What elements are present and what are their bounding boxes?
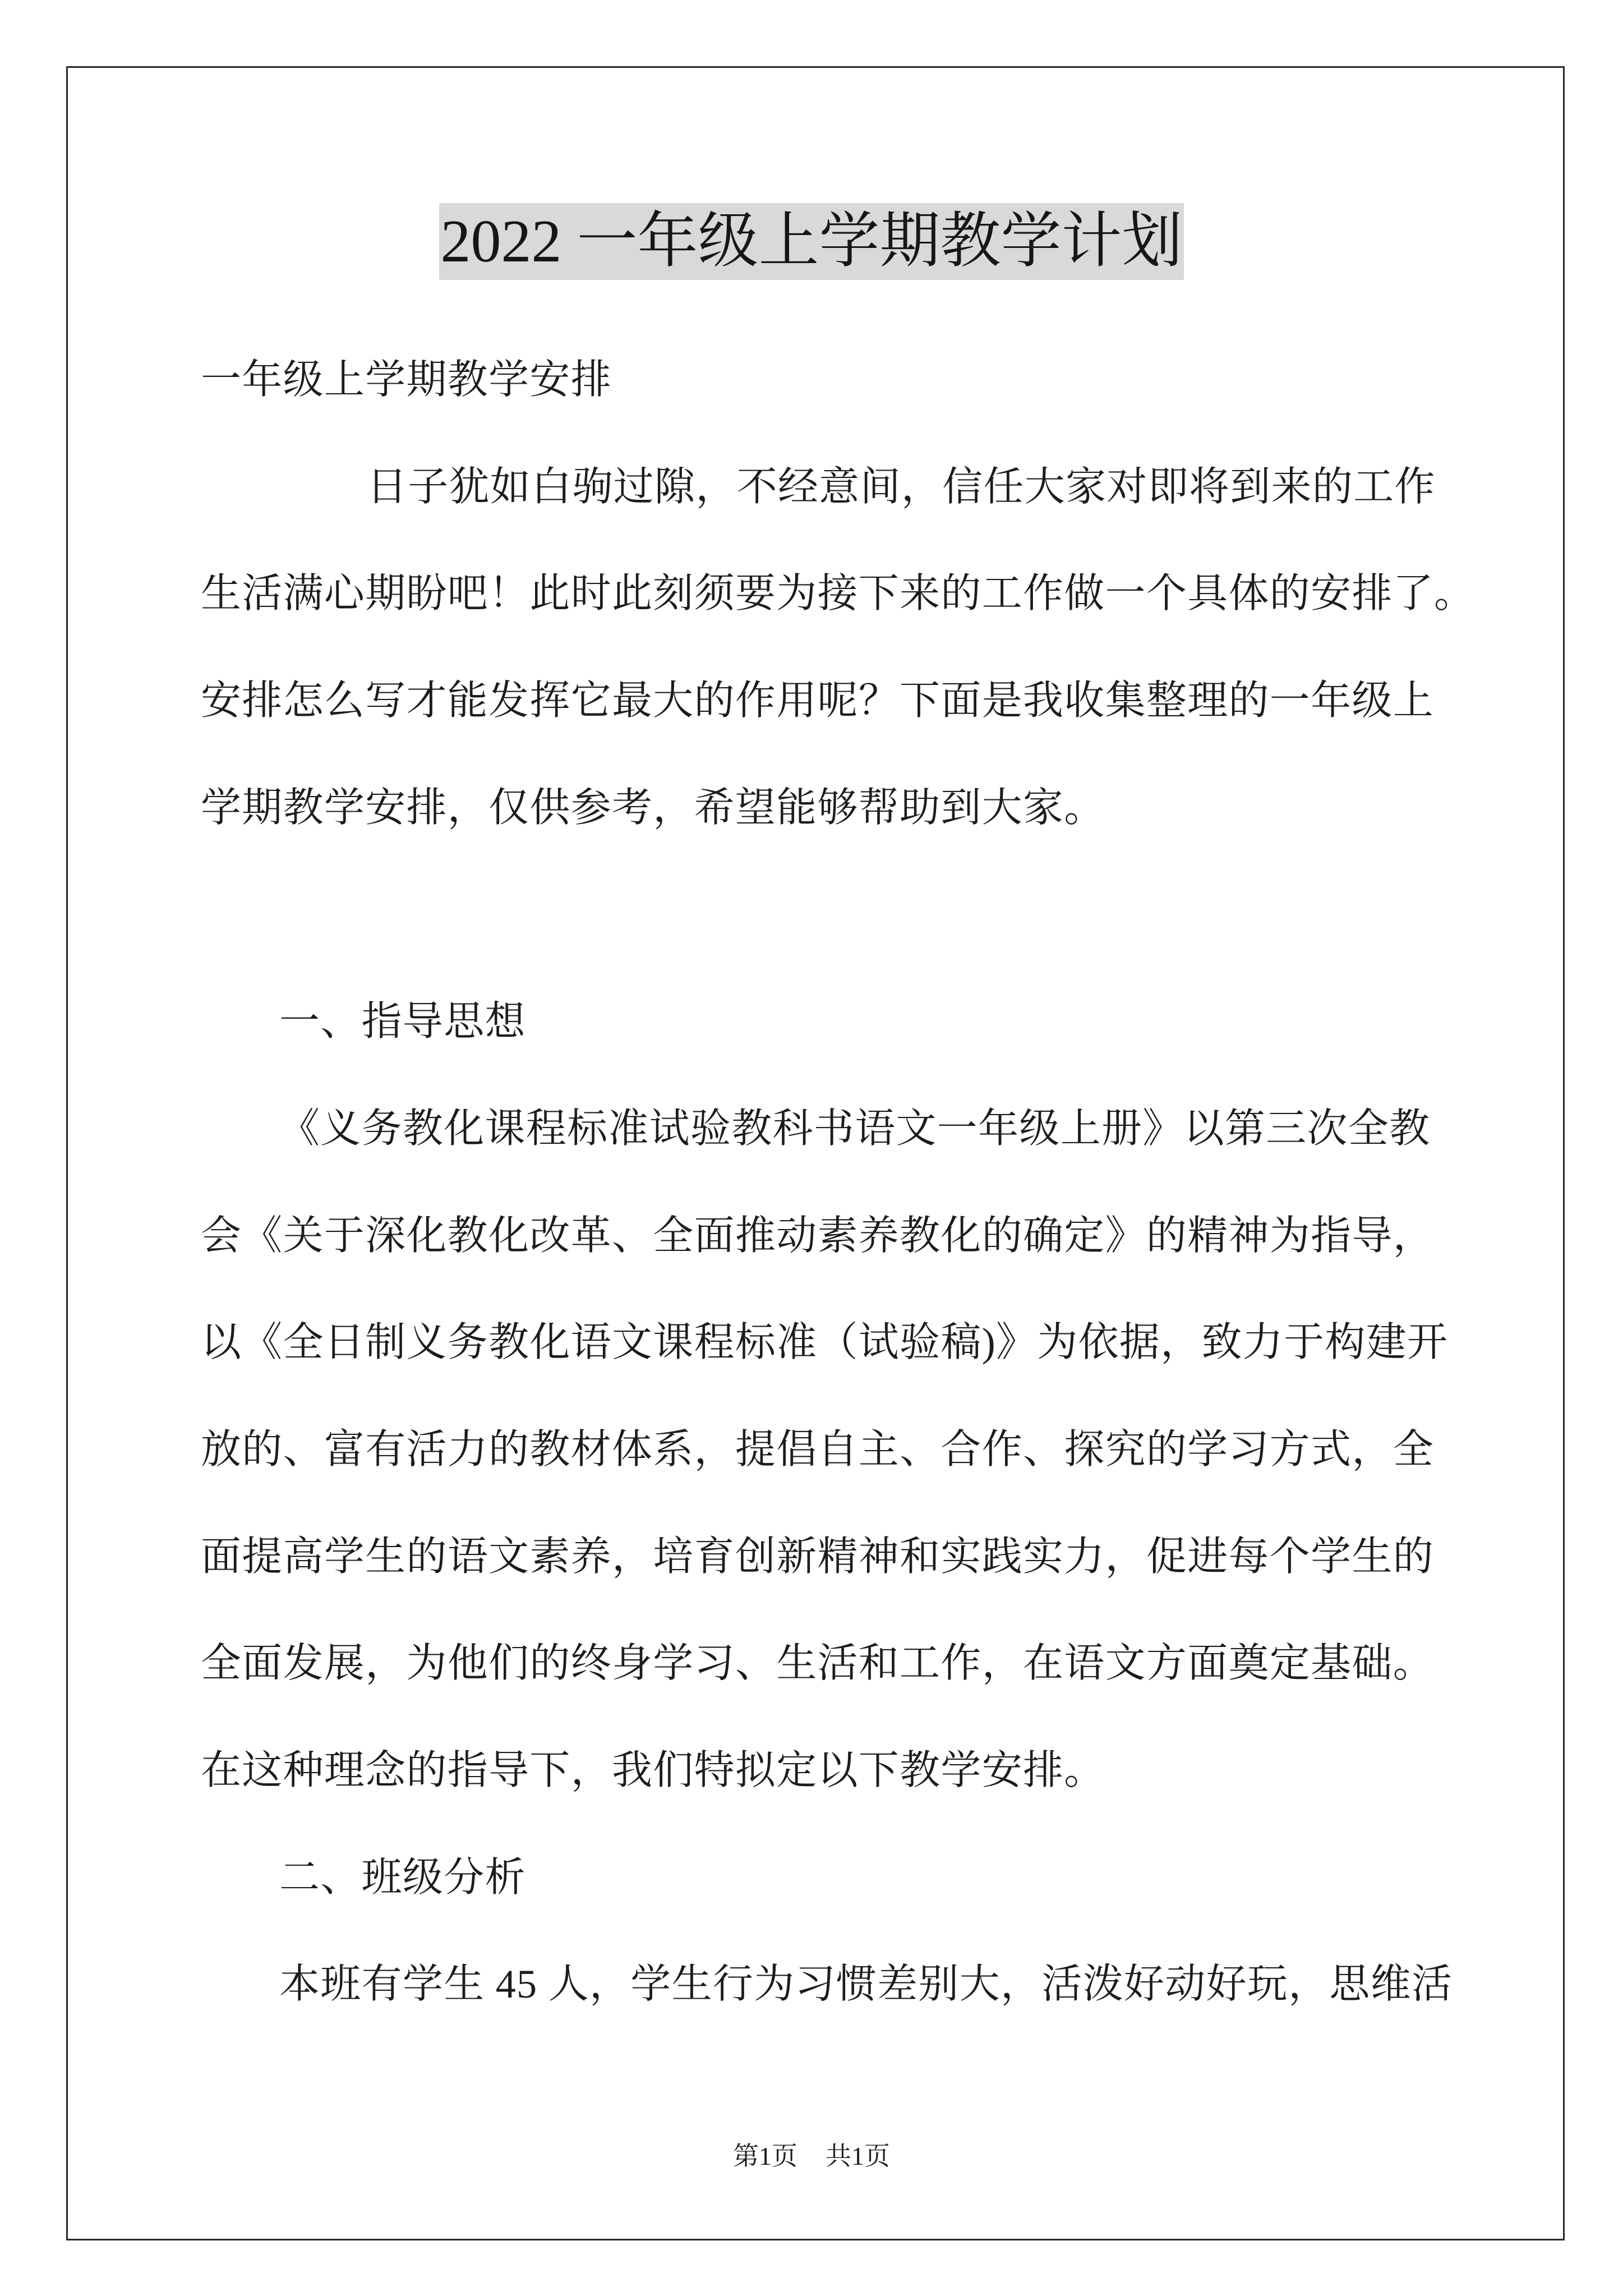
- blank-line: [201, 861, 1491, 968]
- section-title: 一、指导思想: [279, 999, 526, 1045]
- page-footer: [0, 2139, 1623, 2173]
- section-class-analysis: [201, 1824, 1491, 2038]
- paragraph-line: 会《关于深化教化改革、全面推动素养教化的确定》的精神为指导，: [201, 1213, 1435, 1258]
- paragraph-line: 安排怎么写才能发挥它最大的作用呢？下面是我收集整理的一年级上: [201, 678, 1435, 724]
- paragraph-line: 全面发展，为他们的终身学习、生活和工作，在语文方面奠定基础。: [201, 1641, 1435, 1686]
- section-guiding-ideology: [201, 968, 1491, 1824]
- page-total: 共1页: [826, 2142, 890, 2170]
- document-title: 2022 一年级上学期教学计划: [439, 203, 1183, 280]
- paragraph-line: 面提高学生的语文素养，培育创新精神和实践实力，促进每个学生的: [201, 1534, 1435, 1579]
- paragraph-line: 在这种理念的指导下，我们特拟定以下教学安排。: [201, 1747, 1105, 1793]
- paragraph-line: 以《全日制义务教化语文课程标准（试验稿)》为依据，致力于构建开: [201, 1320, 1449, 1365]
- paragraph-line: 《义务教化课程标准试验教科书语文一年级上册》以第三次全教: [279, 1106, 1431, 1151]
- section-title: 二、班级分析: [279, 1855, 526, 1900]
- title-container: [0, 203, 1623, 280]
- page-number: 第1页: [733, 2142, 797, 2170]
- document-heading: 一年级上学期教学安排: [201, 357, 612, 402]
- paragraph-line: 本班有学生 45 人，学生行为习惯差别大，活泼好动好玩，思维活: [279, 1962, 1453, 2007]
- paragraph-line: 学期教学安排，仅供参考，希望能够帮助到大家。: [201, 785, 1105, 830]
- intro-paragraph: [201, 434, 1491, 862]
- paragraph-line: 生活满心期盼吧！此时此刻须要为接下来的工作做一个具体的安排了。: [201, 571, 1476, 616]
- paragraph-line: 放的、富有活力的教材体系，提倡自主、合作、探究的学习方式，全: [201, 1427, 1435, 1472]
- document-body: [201, 326, 1491, 2038]
- paragraph-line: 日子犹如白驹过隙，不经意间，信任大家对即将到来的工作: [367, 464, 1436, 509]
